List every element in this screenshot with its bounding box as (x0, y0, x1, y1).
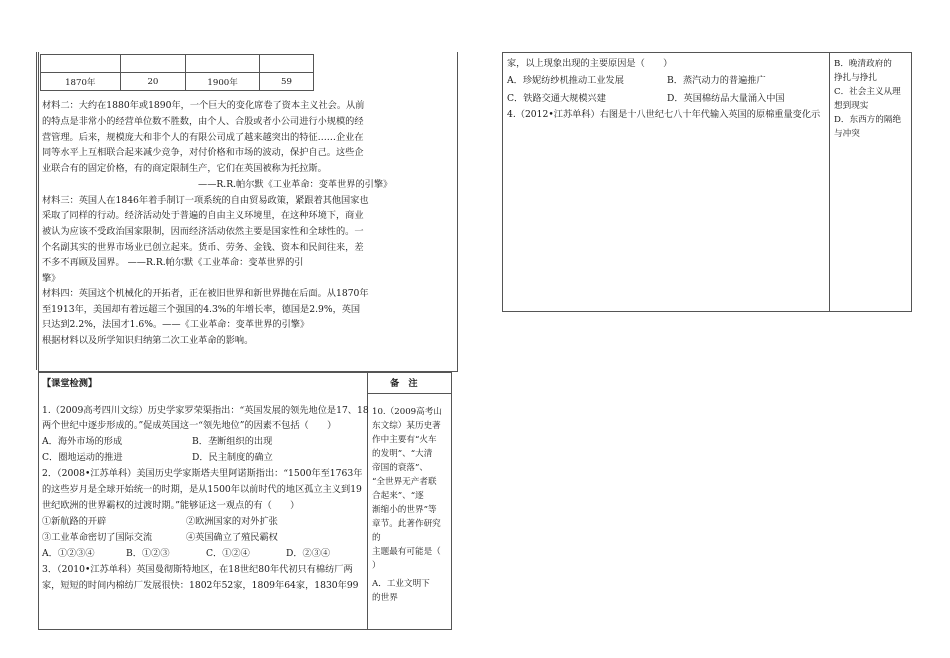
right-notes-divider (829, 52, 830, 312)
note-line: C．社会主义从理 (834, 87, 901, 97)
option-b: B．蒸汽动力的普遍推广 (667, 75, 766, 86)
question-line: 2．（2008•江苏单科）美国历史学家斯塔夫里阿诺斯指出：“1500年至1763年 (42, 468, 363, 479)
note-line: 东文综）某历史著 (372, 421, 441, 431)
statement-3: ③工业革命密切了国际交流 (42, 532, 153, 543)
question-line: 3．（2010•江苏单科）英国曼彻斯特地区，在18世纪80年代初只有棉纺厂两 (42, 564, 353, 575)
note-line: 挣扎与挣扎 (834, 73, 877, 83)
note-line: ） (372, 561, 381, 571)
text-line: 材料二：大约在1880年或1890年，一个巨大的变化席卷了资本主义社会。从前 (42, 100, 365, 111)
table-cell (260, 55, 314, 73)
note-line: B．晚清政府的 (834, 59, 892, 69)
note-line: D．东西方的隔绝 (834, 115, 902, 125)
table-cell (120, 55, 186, 73)
question-line: 两个世纪中逐步形成的。”促成英国这一“领先地位”的因素不包括（ ） (42, 420, 337, 431)
option-b: B．①②③ (126, 548, 170, 559)
statement-2: ②欧洲国家的对外扩张 (186, 516, 278, 527)
table-cell (186, 55, 260, 73)
left-top-inner-divider (36, 52, 37, 370)
statistics-table (40, 54, 314, 91)
note-line: 10.（2009高考山 (372, 407, 442, 417)
note-line: 与冲突 (834, 129, 860, 139)
option-a: A．珍妮纺纱机推动工业发展 (507, 75, 624, 86)
note-line: “全世界无产者联 (372, 477, 437, 487)
table-cell: 59 (260, 73, 314, 91)
note-line: 主题最有可能是（ (372, 547, 441, 557)
statement-1: ①新航路的开辟 (42, 516, 107, 527)
text-line: 业联合有的固定价格，有的商定限制生产，它们在英国被称为托拉斯。 (42, 163, 327, 174)
note-line: 帝国的衰落”、 (372, 463, 428, 473)
option-d: D．英国棉纺品大量涌入中国 (667, 93, 785, 104)
table-row (41, 73, 314, 91)
notes-header-rule (367, 393, 452, 394)
statement-4: ④英国确立了殖民霸权 (186, 532, 278, 543)
note-line: 合起来”、“逐 (372, 491, 424, 501)
note-line: 作中主要有“火车 (372, 435, 437, 445)
notes-header: 备 注 (390, 378, 418, 389)
question-line: 世纪欧洲的世界霸权的过渡时期。”能够证这一观点的有（ ） (42, 500, 300, 511)
question-prompt: 根据材料以及所学知识归纳第二次工业革命的影响。 (42, 335, 254, 346)
text-line: 采取了同样的行动。经济活动处于普遍的自由主义环境里，在这种环境下，商业 (42, 210, 364, 221)
text-line: 材料三：英国人在1846年着手制订一项系统的自由贸易政策，紧跟着其他国家也 (42, 195, 369, 206)
text-line: 营管理。后来，规模庞大和非个人的有限公司成了越来越突出的特征……企业在 (42, 132, 364, 143)
note-line: 的发明”、“大清 (372, 449, 433, 459)
table-cell: 1870年 (41, 73, 121, 91)
text-line: 材料四：英国这个机械化的开拓者，正在被旧世界和新世界抛在后面。从1870年 (42, 288, 369, 299)
note-line: 章节。此著作研究 (372, 519, 441, 529)
table-cell: 20 (120, 73, 186, 91)
option-a: A．海外市场的形成 (42, 436, 123, 447)
option-d: D．②③④ (286, 548, 331, 559)
table-cell: 1900年 (186, 73, 260, 91)
text-line: 擎》 (42, 273, 61, 284)
option-b: B．垄断组织的出现 (192, 436, 273, 447)
section-header: 【课堂检测】 (42, 378, 98, 389)
question-line: 家，以上现象出现的主要原因是（ ） (507, 58, 673, 69)
question-line: 1.（2009高考四川文综）历史学家罗荣渠指出：“英国发展的领先地位是17、18 (42, 405, 369, 416)
question-line: 的这些岁月是全球开始统一的时期，是从1500年以前时代的地区孤立主义到19 (42, 484, 362, 495)
text-line: 被认为应该不受政治国家限制，因而经济活动依然主要是国家性和全球性的。一 (42, 226, 364, 237)
question-line: 4.（2012•江苏单科）右图是十八世纪七八十年代输入英国的原棉重量变化示 (507, 109, 821, 120)
note-line: 的 (372, 533, 381, 543)
question-line: 家，短短的时间内棉纺厂发展很快：1802年52家，1809年64家，1830年99 (42, 580, 359, 591)
note-line: 想到现实 (834, 101, 869, 111)
table-cell (41, 55, 121, 73)
citation: ——R.R.帕尔默《工业革命：变革世界的引擎》 (198, 179, 393, 190)
note-line: 的世界 (372, 593, 398, 603)
table-row (41, 55, 314, 73)
text-line: 个名副其实的世界市场业已创立起来。货币、劳务、金钱、资本和民间往来，差 (42, 242, 364, 253)
option-d: D．民主制度的确立 (192, 452, 273, 463)
option-c: C．①②④ (206, 548, 250, 559)
option-c: C．铁路交通大规模兴建 (507, 93, 606, 104)
text-line: 至1913年，美国却有着远超三个强国的4.3%的年增长率，德国是2.9%，英国 (42, 304, 361, 315)
text-line: 只达到2.2%，法国才1.6%。——《工业革命：变革世界的引擎》 (42, 319, 310, 330)
text-line: 不多不再顾及国界。 ——R.R.帕尔默《工业革命：变革世界的引 (42, 257, 304, 268)
text-line: 的特点是非常小的经营单位数不胜数，由个人、合股或者小公司进行小规模的经 (42, 116, 364, 127)
text-line: 同等水平上互相联合起来减少竞争，对付价格和市场的波动，保护自己。这些企 (42, 147, 364, 158)
option-c: C．圈地运动的推进 (42, 452, 123, 463)
note-line: A．工业文明下 (372, 579, 430, 589)
option-a: A．①②③④ (42, 548, 95, 559)
note-line: 渐缩小的世界”等 (372, 505, 437, 515)
